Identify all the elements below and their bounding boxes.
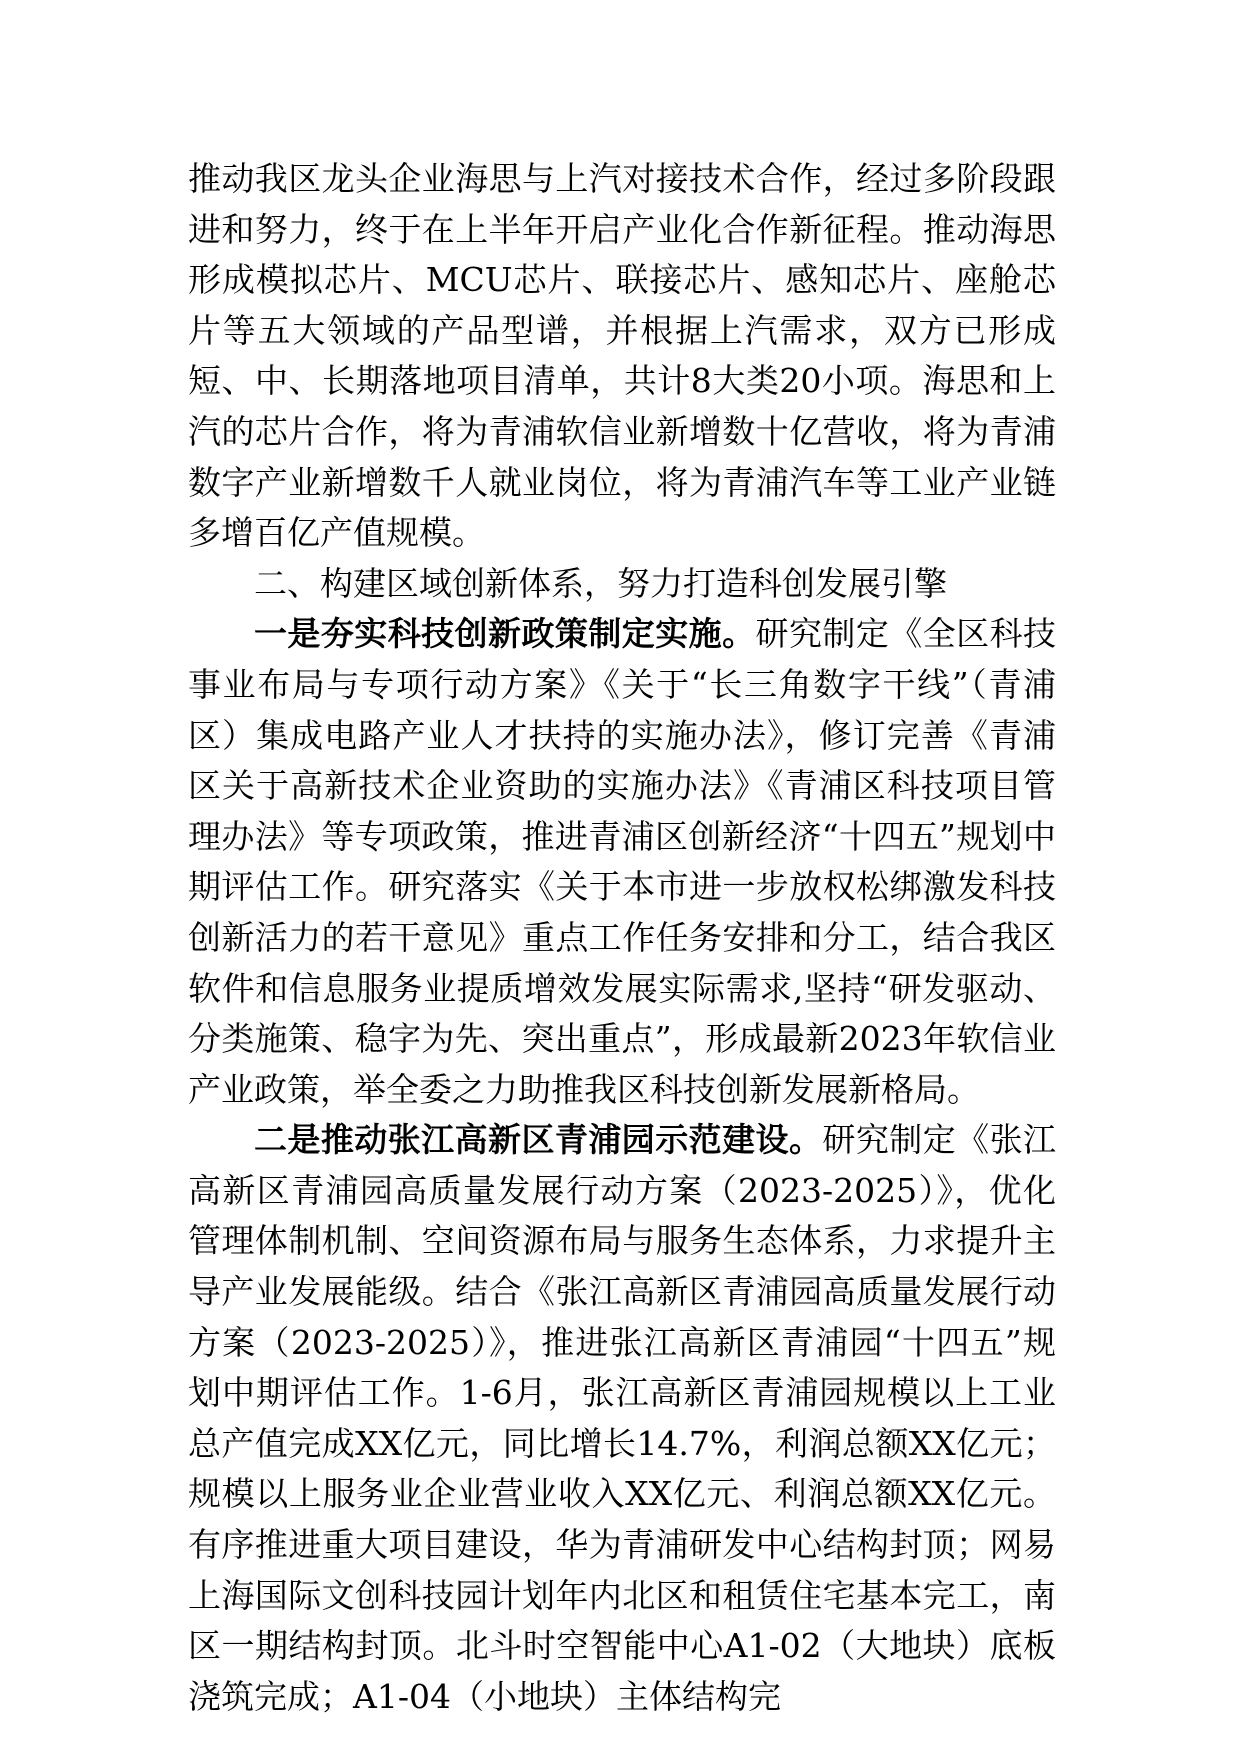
paragraph-policy-implementation bbox=[188, 609, 1056, 1115]
paragraph-lead: 二是推动张江高新区青浦园示范建设。 bbox=[254, 1120, 823, 1160]
paragraph-lead: 一是夯实科技创新政策制定实施。 bbox=[254, 614, 756, 654]
section-heading-text: 二、构建区域创新体系，努力打造科创发展引擎 bbox=[254, 563, 947, 603]
document-page bbox=[188, 154, 1056, 1722]
section-heading-innovation-system bbox=[188, 559, 1056, 610]
paragraph-text: 推动我区龙头企业海思与上汽对接技术合作，经过多阶段跟进和努力，终于在上半年开启产业化合作新征程。推动海思形成模拟芯片、MCU芯片、联接芯片、感知芯片、座舱芯片等五大领域的产品型谱，并根据上汽需求，双方已形成短、中、长期落地项目清单，共计8大类20小项。海思和上汽的芯片合作，将为青浦软信业新增数十亿营收，将为青浦数字产业新增数千人就业岗位，将为青浦汽车等工业产业链多增百亿产值规模。 bbox=[188, 159, 1056, 553]
paragraph-text: 研究制定《张江高新区青浦园高质量发展行动方案（2023-2025）》，优化管理体制机制、空间资源布局与服务生态体系，力求提升主导产业发展能级。结合《张江高新区青浦园高质量发展行动方案（2023-2025）》，推进张江高新区青浦园“十四五”规划中期评估工作。1-6月，张江高新区青浦园规模以上工业总产值完成XX亿元，同比增长14.7%，利润总额XX亿元；规模以上服务业企业营业收入XX亿元、利润总额XX亿元。有序推进重大项目建设，华为青浦研发中心结构封顶；网易上海国际文创科技园计划年内北区和租赁住宅基本完工，南区一期结构封顶。北斗时空智能中心A1-02（大地块）底板浇筑完成；A1-04（小地块）主体结构完 bbox=[188, 1120, 1057, 1716]
paragraph-text: 研究制定《全区科技事业布局与专项行动方案》《关于“长三角数字干线”（青浦区）集成电路产业人才扶持的实施办法》，修订完善《青浦区关于高新技术企业资助的实施办法》《青浦区科技项目管理办法》等专项政策，推进青浦区创新经济“十四五”规划中期评估工作。研究落实《关于本市进一步放权松绑激发科技创新活力的若干意见》重点工作任务安排和分工，结合我区软件和信息服务业提质增效发展实际需求,坚持“研发驱动、分类施策、稳字为先、突出重点”，形成最新2023年软信业产业政策，举全委之力助推我区科技创新发展新格局。 bbox=[188, 614, 1057, 1109]
paragraph-haisi-saic-cooperation bbox=[188, 154, 1056, 559]
paragraph-zhangjiang-qingpu-park bbox=[188, 1115, 1056, 1722]
